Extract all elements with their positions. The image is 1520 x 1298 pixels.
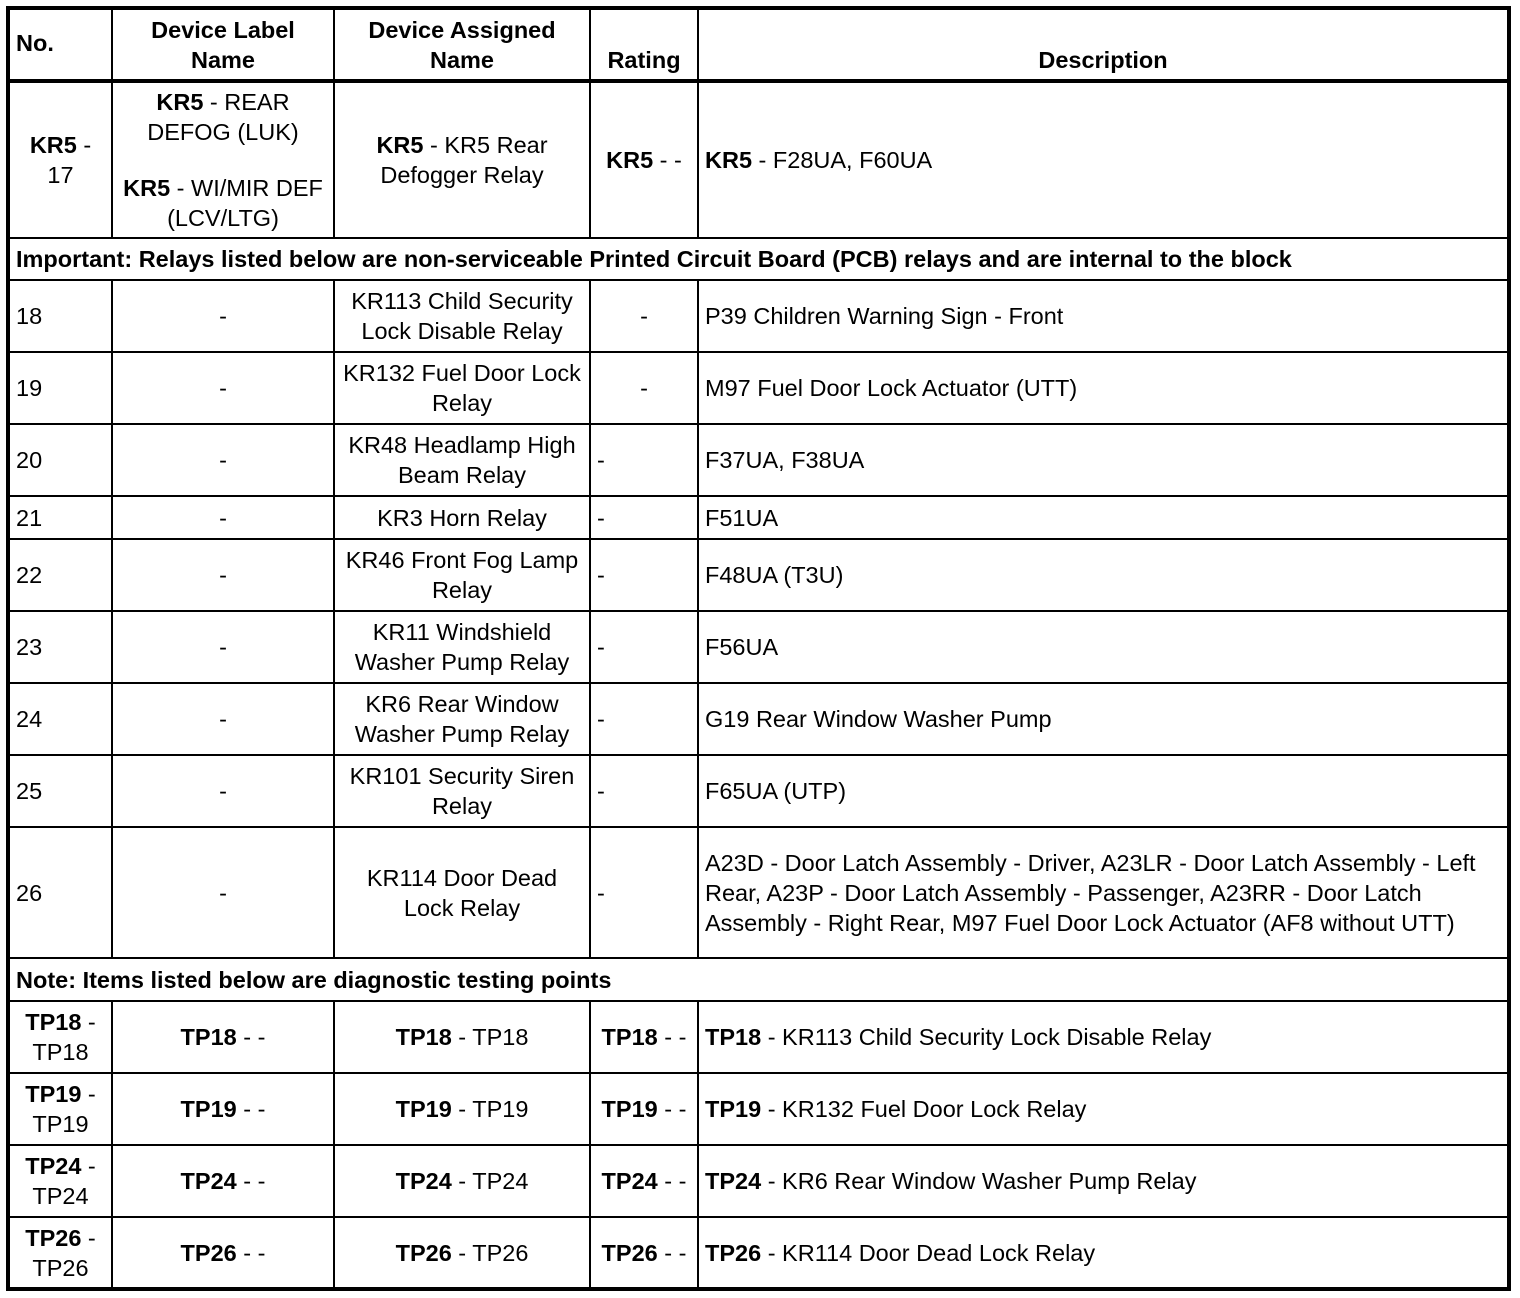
tp-id-bold: TP24 [180, 1168, 237, 1194]
test-point-row [8, 1001, 1509, 1073]
label-2-rest: - WI/MIR DEF (LCV/LTG) [167, 175, 323, 231]
cell-description: F48UA (T3U) [698, 539, 1509, 611]
cell-device-assigned [334, 1073, 590, 1145]
tp-rest: - TP18 [451, 1024, 529, 1050]
cell-description: F65UA (UTP) [698, 755, 1509, 827]
rating-rest: - - [653, 147, 682, 173]
table-row [8, 280, 1509, 352]
no-line-2: TP19 [32, 1111, 89, 1137]
cell-no: 18 [8, 280, 112, 352]
tp-rest: - - [236, 1096, 266, 1122]
tp-id-bold: TP19 [180, 1096, 237, 1122]
no-rest: - [81, 1224, 96, 1251]
table-row [8, 352, 1509, 424]
no-bold: TP24 [25, 1153, 82, 1179]
diagnostic-note-row [8, 958, 1509, 1001]
cell-device-assigned: KR6 Rear Window Washer Pump Relay [334, 683, 590, 755]
table-row [8, 827, 1509, 958]
tp-rest: - KR113 Child Security Lock Disable Relay [761, 1024, 1212, 1050]
cell-device-assigned: KR132 Fuel Door Lock Relay [334, 352, 590, 424]
tp-rest: - KR132 Fuel Door Lock Relay [761, 1096, 1087, 1122]
cell-rating: - [590, 539, 698, 611]
tp-rest: - TP19 [451, 1096, 529, 1122]
no-line-1 [16, 1007, 105, 1037]
important-note-row [8, 238, 1509, 280]
cell-device-assigned [334, 81, 590, 238]
tp-rest: - TP24 [451, 1168, 529, 1194]
cell-no: 21 [8, 496, 112, 539]
cell-device-assigned: KR11 Windshield Washer Pump Relay [334, 611, 590, 683]
tp-rest: - - [236, 1024, 266, 1050]
tp-id-bold: TP26 [705, 1239, 762, 1266]
no-line-2: TP18 [32, 1039, 89, 1065]
cell-device-label [112, 81, 334, 238]
cell-device-label: - [112, 424, 334, 496]
header-device-label-name [112, 8, 334, 81]
cell-device-label: - [112, 827, 334, 958]
cell-no: 19 [8, 352, 112, 424]
tp-rest: - - [236, 1239, 266, 1266]
no-line-1 [16, 130, 105, 160]
cell-device-assigned [334, 1145, 590, 1217]
cell-no [8, 1145, 112, 1217]
cell-no: 24 [8, 683, 112, 755]
no-line-2: 17 [47, 162, 74, 188]
cell-description [698, 1001, 1509, 1073]
cell-rating: - [590, 611, 698, 683]
no-bold: TP26 [25, 1224, 82, 1251]
no-line-1 [16, 1079, 105, 1109]
fuse-relay-document [6, 6, 1511, 1291]
cell-device-label [112, 1145, 334, 1217]
cell-rating: - [590, 827, 698, 958]
cell-description: M97 Fuel Door Lock Actuator (UTT) [698, 352, 1509, 424]
tp-rest: - KR6 Rear Window Washer Pump Relay [761, 1168, 1197, 1194]
no-bold: TP19 [25, 1081, 82, 1107]
cell-no: 25 [8, 755, 112, 827]
header-rating: Rating [590, 8, 698, 81]
table-row [8, 424, 1509, 496]
tp-rest: - - [657, 1168, 687, 1194]
tp-rest: - KR114 Door Dead Lock Relay [761, 1239, 1096, 1266]
no-line-2: TP26 [32, 1254, 89, 1281]
tp-id-bold: TP24 [601, 1168, 658, 1194]
tp-rest: - - [657, 1239, 687, 1266]
header-description: Description [698, 8, 1509, 81]
label-2-bold: KR5 [123, 175, 171, 201]
cell-device-label: - [112, 611, 334, 683]
cell-description: P39 Children Warning Sign - Front [698, 280, 1509, 352]
no-rest: - [81, 1009, 96, 1035]
assigned-bold: KR5 [376, 132, 424, 158]
cell-description: A23D - Door Latch Assembly - Driver, A23LR - Door Latch Assembly - Left Rear, A23P - Door Latch Assembly - Passenger, A23RR - Door Latch Assembly - Right Rear, M97 Fuel Door Lock Actuator (AF8 without UTT) [698, 827, 1509, 958]
cell-device-assigned: KR101 Security Siren Relay [334, 755, 590, 827]
label-1-rest: - REAR DEFOG (LUK) [147, 89, 299, 145]
tp-id-bold: TP19 [601, 1096, 658, 1122]
cell-device-label: - [112, 352, 334, 424]
no-rest: - [81, 1081, 96, 1107]
cell-device-label: - [112, 683, 334, 755]
tp-id-bold: TP24 [705, 1168, 762, 1194]
header-device-assigned-line-2: Name [429, 47, 494, 73]
tp-id-bold: TP18 [601, 1024, 658, 1050]
cell-no: 23 [8, 611, 112, 683]
cell-device-label: - [112, 496, 334, 539]
cell-device-label [112, 1073, 334, 1145]
cell-no: 20 [8, 424, 112, 496]
label-entry-2 [119, 173, 327, 233]
cell-description: F56UA [698, 611, 1509, 683]
cell-device-label: - [112, 539, 334, 611]
cell-rating [590, 1073, 698, 1145]
cell-rating: - [590, 424, 698, 496]
cell-rating: - [590, 280, 698, 352]
cell-description [698, 1073, 1509, 1145]
header-device-assigned-name [334, 8, 590, 81]
test-point-row [8, 1073, 1509, 1145]
tp-id-bold: TP19 [395, 1096, 452, 1122]
no-rest: - [81, 1153, 96, 1179]
header-device-label-line-1: Device Label [151, 17, 295, 43]
tp-id-bold: TP18 [180, 1024, 237, 1050]
cell-description [698, 1217, 1509, 1289]
label-1-bold: KR5 [156, 89, 204, 115]
cell-no: 22 [8, 539, 112, 611]
cell-rating: - [590, 683, 698, 755]
cell-device-assigned [334, 1001, 590, 1073]
cell-device-assigned [334, 1217, 590, 1289]
cell-rating [590, 1001, 698, 1073]
cell-description: G19 Rear Window Washer Pump [698, 683, 1509, 755]
cell-device-label [112, 1001, 334, 1073]
cell-rating [590, 1145, 698, 1217]
table-row [8, 496, 1509, 539]
assigned-rest: - KR5 Rear Defogger Relay [380, 132, 548, 188]
no-bold: TP18 [25, 1009, 82, 1035]
no-line-2: TP24 [32, 1183, 89, 1209]
cell-no [8, 1217, 112, 1289]
cell-device-assigned: KR3 Horn Relay [334, 496, 590, 539]
test-point-row [8, 1145, 1509, 1217]
cell-device-assigned: KR46 Front Fog Lamp Relay [334, 539, 590, 611]
cell-no [8, 1001, 112, 1073]
table-row [8, 755, 1509, 827]
cell-device-label: - [112, 755, 334, 827]
header-device-label-line-2: Name [190, 47, 255, 73]
cell-device-assigned: KR48 Headlamp High Beam Relay [334, 424, 590, 496]
no-rest: - [76, 132, 92, 158]
header-no: No. [8, 8, 112, 81]
tp-id-bold: TP18 [705, 1024, 762, 1050]
no-line-1 [16, 1151, 105, 1181]
diagnostic-note: Note: Items listed below are diagnostic testing points [8, 958, 1509, 1001]
header-row [8, 8, 1509, 81]
relay-table [6, 6, 1511, 1291]
cell-rating: - [590, 352, 698, 424]
cell-rating: - [590, 755, 698, 827]
tp-rest: - TP26 [451, 1239, 529, 1266]
test-point-row [8, 1217, 1509, 1289]
cell-no [8, 81, 112, 238]
desc-bold: KR5 [705, 147, 753, 173]
table-row [8, 539, 1509, 611]
cell-no [8, 1073, 112, 1145]
cell-device-assigned: KR113 Child Security Lock Disable Relay [334, 280, 590, 352]
tp-id-bold: TP24 [395, 1168, 452, 1194]
label-entry-1 [119, 87, 327, 147]
tp-id-bold: TP18 [395, 1024, 452, 1050]
cell-device-label [112, 1217, 334, 1289]
table-row [8, 611, 1509, 683]
cell-description [698, 81, 1509, 238]
important-note: Important: Relays listed below are non-serviceable Printed Circuit Board (PCB) relays and are internal to the block [8, 238, 1509, 280]
cell-description [698, 1145, 1509, 1217]
cell-rating [590, 81, 698, 238]
table-row-kr5 [8, 81, 1509, 238]
cell-device-label: - [112, 280, 334, 352]
cell-device-assigned: KR114 Door Dead Lock Relay [334, 827, 590, 958]
desc-rest: - F28UA, F60UA [752, 147, 933, 173]
relay-rows [8, 280, 1509, 958]
table-row [8, 683, 1509, 755]
cell-description: F37UA, F38UA [698, 424, 1509, 496]
rating-bold: KR5 [606, 147, 654, 173]
cell-rating: - [590, 496, 698, 539]
tp-id-bold: TP26 [395, 1239, 452, 1266]
no-bold: KR5 [29, 132, 77, 158]
tp-id-bold: TP26 [180, 1239, 237, 1266]
cell-rating [590, 1217, 698, 1289]
cell-no: 26 [8, 827, 112, 958]
header-device-assigned-line-1: Device Assigned [368, 17, 556, 43]
tp-rest: - - [236, 1168, 266, 1194]
no-line-1 [16, 1223, 105, 1253]
cell-description: F51UA [698, 496, 1509, 539]
test-point-rows [8, 1001, 1509, 1289]
tp-id-bold: TP26 [601, 1239, 658, 1266]
tp-rest: - - [657, 1096, 687, 1122]
tp-id-bold: TP19 [705, 1096, 762, 1122]
tp-rest: - - [657, 1024, 687, 1050]
